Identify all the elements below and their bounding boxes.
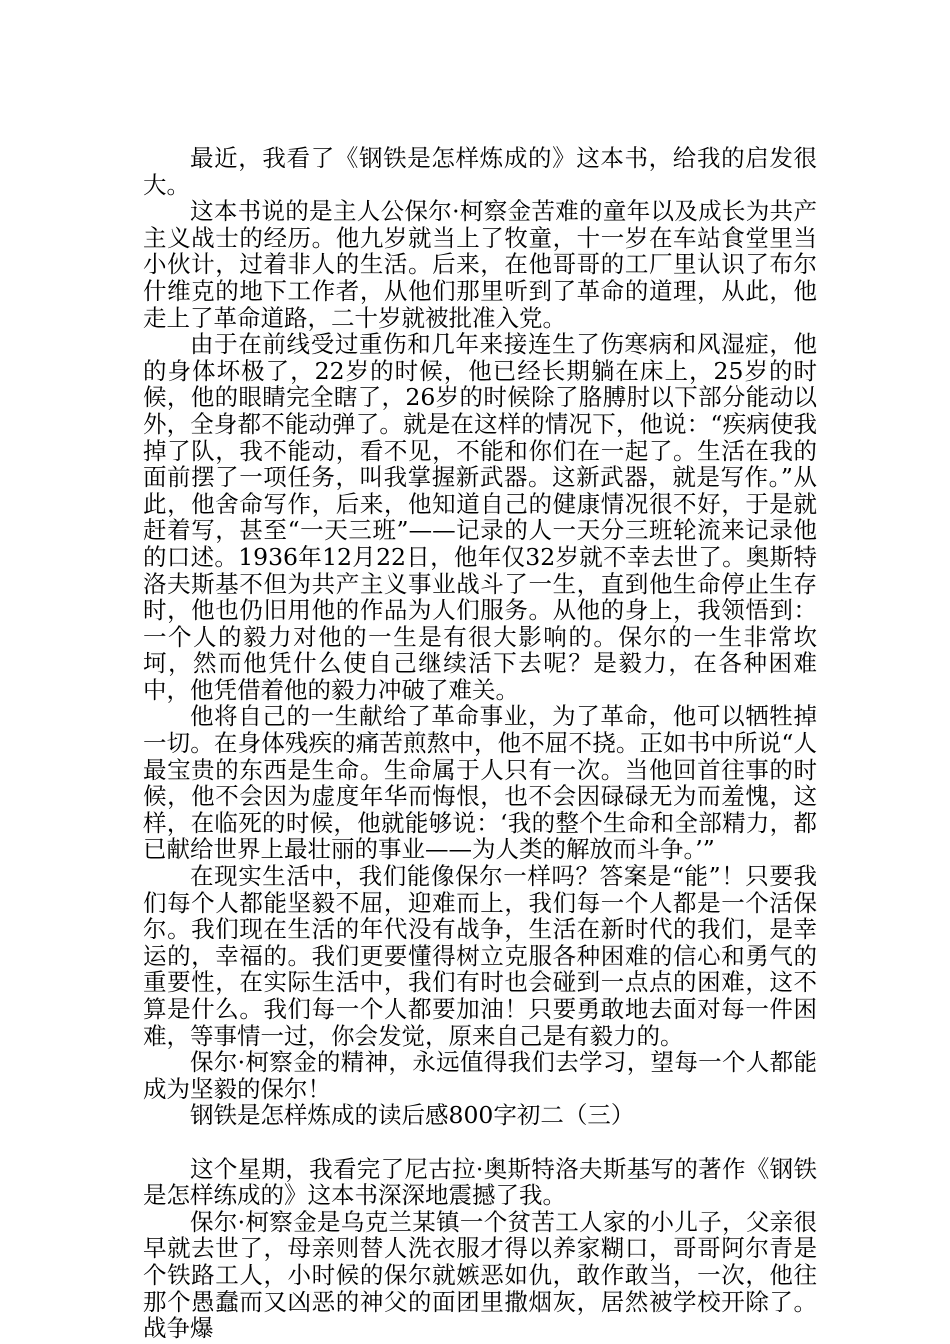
paragraph-revolution: 他将自己的一生献给了革命事业，为了革命，他可以牺牲掉一切。在身体残疾的痛苦煎熬中，他不屈不挠。正如书中所说“人最宝贵的东西是生命。生命属于人只有一次。当他回首往事的时候，他不会因为虚度年华而悔恨，也不会因碌碌无为而羞愧，这样，在临死的时候，他就能够说：‘我的整个生命和全部精力，都已献给世界上最壮丽的事业——为人类的解放而斗争。’” [143, 702, 817, 864]
paragraph-second-intro: 这个星期，我看完了尼古拉·奥斯特洛夫斯基写的著作《钢铁是怎样练成的》这本书深深地震撼了我。 [143, 1154, 817, 1210]
document-body [143, 145, 817, 1342]
paragraph-illness: 由于在前线受过重伤和几年来接连生了伤寒病和风湿症，他的身体坏极了，22岁的时候，他已经长期躺在床上，25岁的时候，他的眼睛完全瞎了，26岁的时候除了胳膊肘以下部分能动以外，全身都不能动弹了。就是在这样的情况下，他说：“疾病使我掉了队，我不能动，看不见，不能和你们在一起了。生活在我的面前摆了一项任务，叫我掌握新武器。这新武器，就是写作。”从此，他舍命写作，后来，他知道自己的健康情况很不好，于是就赶着写，甚至“一天三班”——记录的人一天分三班轮流来记录他的口述。1936年12月22日，他年仅32岁就不幸去世了。奥斯特洛夫斯基不但为共产主义事业战斗了一生，直到他生命停止生存时，他也仍旧用他的作品为人们服务。从他的身上，我领悟到：一个人的毅力对他的一生是有很大影响的。保尔的一生非常坎坷，然而他凭什么使自己继续活下去呢？是毅力，在各种困难中，他凭借着他的毅力冲破了难关。 [143, 330, 817, 704]
paragraph-conclusion: 保尔·柯察金的精神，永远值得我们去学习，望每一个人都能成为坚毅的保尔！ [143, 1048, 817, 1103]
paragraph-second-story: 保尔·柯察金是乌克兰某镇一个贫苦工人家的小儿子，父亲很早就去世了，母亲则替人洗衣服才得以养家糊口，哥哥阿尔青是个铁路工人，小时候的保尔就嫉恶如仇，敢作敢当，一次，他往那个愚蠢而又凶恶的神父的面团里撒烟灰，居然被学校开除了。战争爆 [143, 1207, 817, 1343]
paragraph-intro: 最近，我看了《钢铁是怎样炼成的》这本书，给我的启发很大。 [143, 144, 817, 199]
paragraph-summary: 这本书说的是主人公保尔·柯察金苦难的童年以及成长为共产主义战士的经历。他九岁就当上了牧童，十一岁在车站食堂里当小伙计，过着非人的生活。后来，在他哥哥的工厂里认识了布尔什维克的地下工作者，从他们那里听到了革命的道理，从此，他走上了革命道路，二十岁就被批准入党。 [143, 197, 817, 332]
blank-line [143, 1129, 817, 1156]
section-heading: 钢铁是怎样炼成的读后感800字初二（三） [190, 1101, 635, 1130]
paragraph-reality: 在现实生活中，我们能像保尔一样吗？答案是“能”！只要我们每个人都能坚毅不屈，迎难而上，我们每一个人都是一个活保尔。我们现在生活的年代没有战争，生活在新时代的我们，是幸运的，幸福的。我们更要懂得树立克服各种困难的信心和勇气的重要性，在实际生活中，我们有时也会碰到一点点的困难，这不算是什么。我们每一个人都要加油！只要勇敢地去面对每一件困难，等事情一过，你会发觉，原来自己是有毅力的。 [143, 862, 817, 1050]
